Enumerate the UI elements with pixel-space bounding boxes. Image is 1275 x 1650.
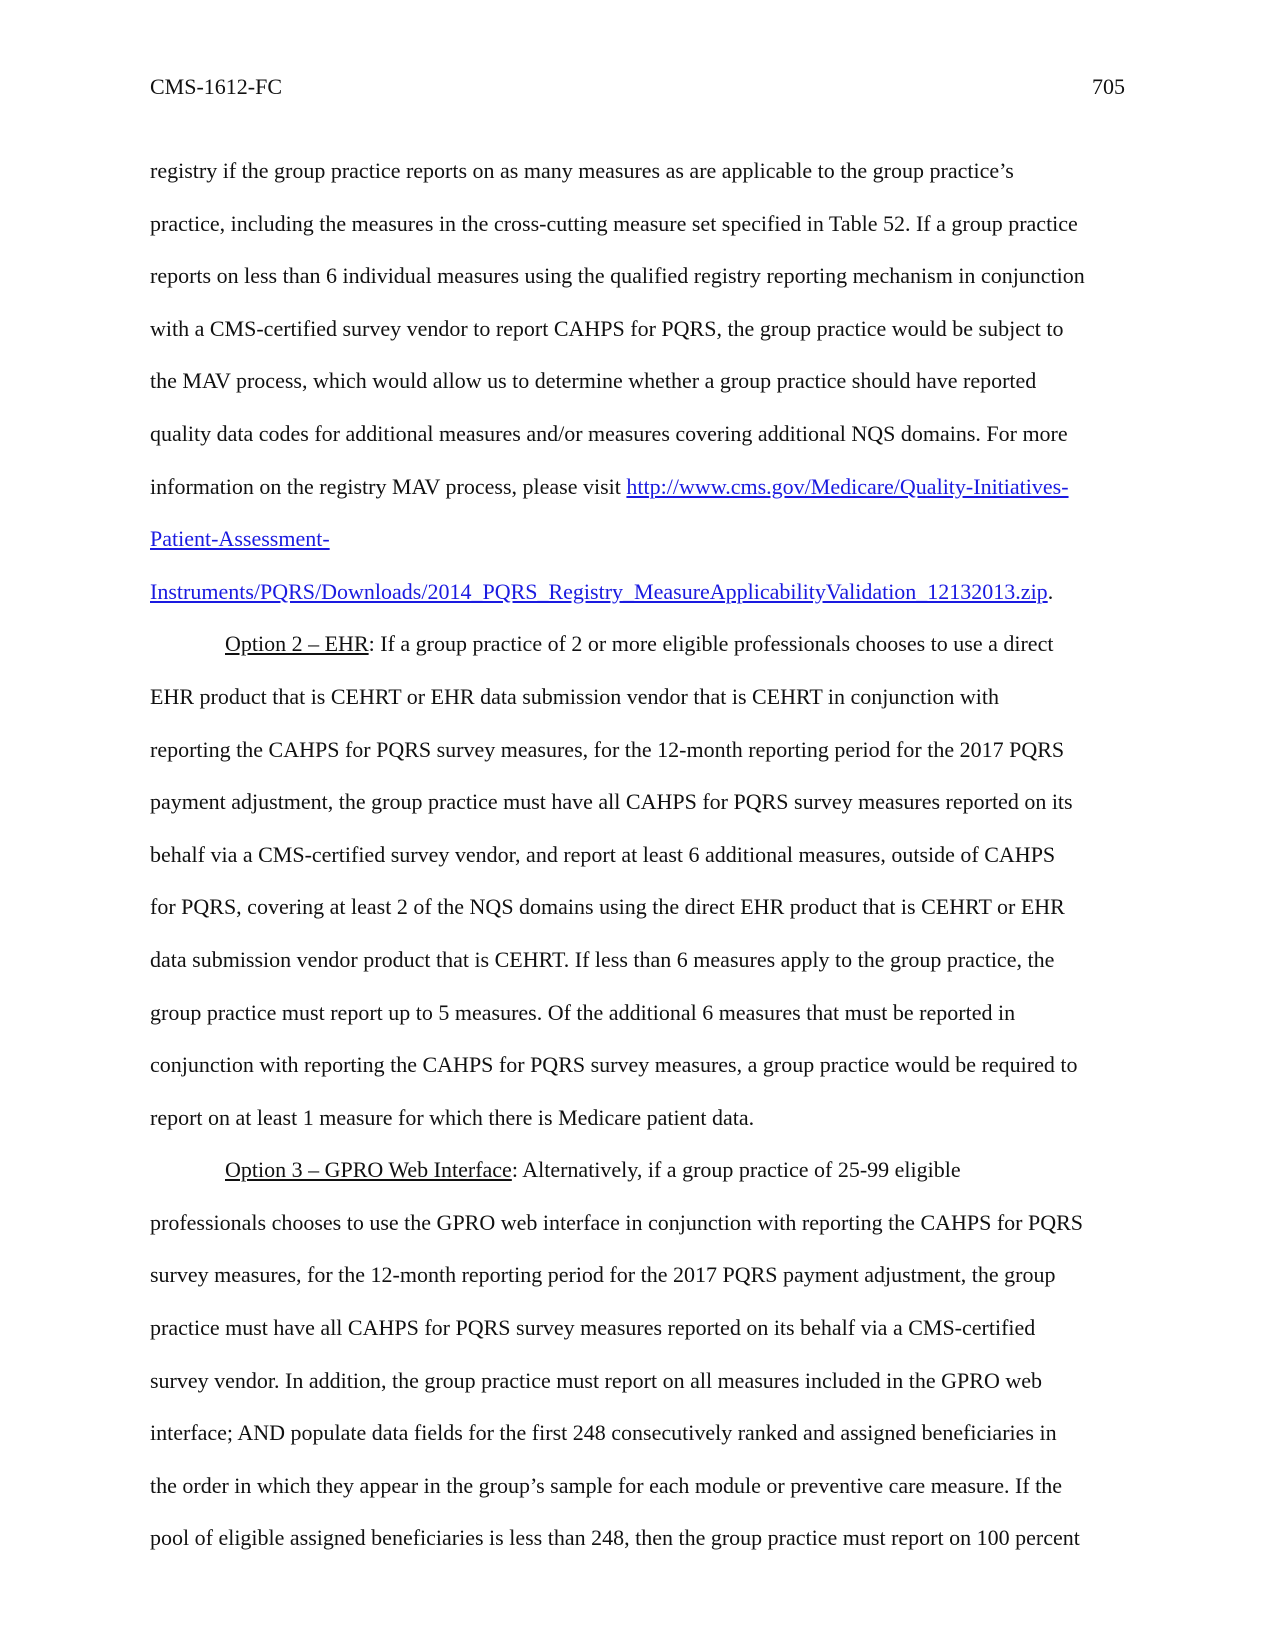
text-line: reports on less than 6 individual measures using the qualified registry reporting mechanism in conjunction <box>150 263 1085 289</box>
text-line <box>150 1144 1140 1197</box>
text-line: report on at least 1 measure for which there is Medicare patient data. <box>150 1104 755 1130</box>
text-line: survey measures, for the 12-month reporting period for the 2017 PQRS payment adjustment, the group <box>150 1262 1056 1288</box>
text-line: conjunction with reporting the CAHPS for PQRS survey measures, a group practice would be required to <box>150 1052 1078 1078</box>
text-line: for PQRS, covering at least 2 of the NQS domains using the direct EHR product that is CEHRT or EHR <box>150 894 1065 920</box>
mav-process-link-continued[interactable]: Patient-Assessment- <box>150 526 330 552</box>
document-id: CMS-1612-FC <box>150 74 283 99</box>
text-line: pool of eligible assigned beneficiaries is less than 248, then the group practice must report on 100 percent <box>150 1525 1080 1551</box>
text-line <box>150 461 1140 514</box>
mav-process-link-continued[interactable]: Instruments/PQRS/Downloads/2014_PQRS_Registry_MeasureApplicabilityValidation_12132013.zip <box>150 578 1048 604</box>
text-line: survey vendor. In addition, the group practice must report on all measures included in the GPRO web <box>150 1367 1043 1393</box>
text-line: payment adjustment, the group practice must have all CAHPS for PQRS survey measures reported on its <box>150 789 1073 815</box>
text-line: interface; AND populate data fields for the first 248 consecutively ranked and assigned beneficiaries in <box>150 1420 1057 1446</box>
text-line <box>150 513 1140 566</box>
line-text: . <box>1047 578 1054 604</box>
page-number: 705 <box>1092 74 1125 99</box>
document-body <box>150 145 1140 1565</box>
text-line: the MAV process, which would allow us to determine whether a group practice should have reported <box>150 368 1037 394</box>
mav-process-link[interactable]: http://www.cms.gov/Medicare/Quality-Initiatives- <box>626 473 1069 499</box>
text-line: registry if the group practice reports on as many measures as are applicable to the group practice’s <box>150 158 1014 183</box>
line-text: : If a group practice of 2 or more eligible professionals chooses to use a direct <box>368 631 1054 657</box>
text-line <box>150 566 1140 619</box>
text-line: reporting the CAHPS for PQRS survey measures, for the 12-month reporting period for the 2017 PQRS <box>150 736 1065 762</box>
text-line <box>150 618 1140 671</box>
text-line: with a CMS-certified survey vendor to report CAHPS for PQRS, the group practice would be subject to <box>150 315 1064 341</box>
line-text: : Alternatively, if a group practice of 25-99 eligible <box>511 1157 961 1183</box>
option-2-heading: Option 2 – EHR <box>225 631 369 657</box>
text-line: group practice must report up to 5 measures. Of the additional 6 measures that must be reported in <box>150 999 1016 1025</box>
text-line: data submission vendor product that is CEHRT. If less than 6 measures apply to the group practice, the <box>150 946 1055 972</box>
text-line: practice must have all CAHPS for PQRS survey measures reported on its behalf via a CMS-certified <box>150 1315 1036 1341</box>
text-line: quality data codes for additional measures and/or measures covering additional NQS domains. For more <box>150 420 1068 446</box>
text-line: the order in which they appear in the group’s sample for each module or preventive care measure. If the <box>150 1472 1063 1498</box>
text-line: EHR product that is CEHRT or EHR data submission vendor that is CEHRT in conjunction with <box>150 683 999 709</box>
line-text: information on the registry MAV process, please visit <box>150 473 627 499</box>
text-line: professionals chooses to use the GPRO web interface in conjunction with reporting the CAHPS for PQRS <box>150 1209 1084 1235</box>
text-line: behalf via a CMS-certified survey vendor, and report at least 6 additional measures, outside of CAHPS <box>150 841 1056 867</box>
text-line: practice, including the measures in the cross-cutting measure set specified in Table 52. If a group practice <box>150 210 1078 236</box>
option-3-heading: Option 3 – GPRO Web Interface <box>225 1157 512 1183</box>
